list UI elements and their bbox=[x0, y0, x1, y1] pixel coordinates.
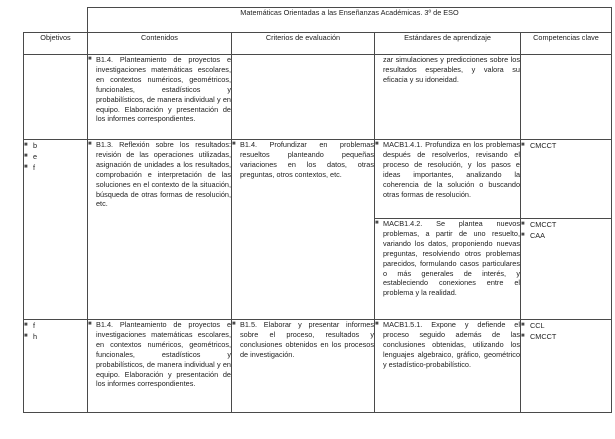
competencia-code: CMCCT bbox=[530, 332, 557, 341]
bullet-icon: ■ bbox=[24, 142, 28, 148]
estandar-text: MACB1.4.1. Profundiza en los problemas después de resolverlos, revisando el proceso de resolución, y los pasos e ideas importantes, analizando la coherencia de la solución o buscando otras formas de resolución. bbox=[383, 140, 520, 199]
bullet-icon: ■ bbox=[375, 321, 379, 327]
competencia-code: CCL bbox=[530, 321, 545, 330]
list-item bbox=[88, 140, 231, 209]
criterios-cell bbox=[232, 320, 375, 413]
estandar-text: zar simulaciones y predicciones sobre los resultados esperables, y valora su eficacia y su idoneidad. bbox=[383, 55, 520, 84]
table-row bbox=[24, 140, 612, 219]
list-item bbox=[375, 320, 520, 370]
curriculum-table bbox=[23, 7, 612, 413]
objetivo-code: e bbox=[33, 152, 38, 162]
bullet-icon: ■ bbox=[375, 220, 379, 226]
bullet-icon: ■ bbox=[521, 142, 525, 148]
competencias-cell bbox=[521, 219, 612, 320]
blank-corner-cell bbox=[24, 8, 88, 33]
title-row bbox=[24, 8, 612, 33]
header-objetivos: Objetivos bbox=[24, 33, 88, 55]
objetivos-cell bbox=[24, 140, 88, 320]
bullet-icon: ■ bbox=[24, 322, 28, 328]
estandares-cell bbox=[375, 140, 521, 219]
estandar-text: MACB1.4.2. Se plantea nuevos problemas, a partir de uno resuelto, variando los datos, proponiendo nuevas preguntas, resolviendo otros problemas parecidos, formulando casos particulares o más generales de interés, y estableciendo conexiones entre el problema y la realidad. bbox=[383, 219, 520, 298]
list-item bbox=[521, 230, 611, 241]
contenido-text: B1.3. Reflexión sobre los resultados: revisión de las operaciones utilizadas, asignación de unidades a los resultados, comprobación e interpretación de las soluciones en el contexto de la situación, búsqueda de otras formas de resolución, etc. bbox=[96, 140, 231, 209]
bullet-icon: ■ bbox=[521, 232, 525, 238]
list-item bbox=[232, 140, 374, 180]
objetivo-code: f bbox=[33, 321, 36, 330]
bullet-icon: ■ bbox=[521, 221, 525, 227]
bullet-icon: ■ bbox=[375, 141, 379, 147]
bullet-icon: ■ bbox=[521, 322, 525, 328]
list-item bbox=[521, 320, 611, 331]
header-contenidos: Contenidos bbox=[88, 33, 232, 55]
header-competencias: Competencias clave bbox=[521, 33, 612, 55]
list-item bbox=[88, 55, 231, 124]
objetivos-cell bbox=[24, 320, 88, 413]
list-item bbox=[375, 55, 520, 85]
contenidos-cell bbox=[88, 55, 232, 140]
estandares-cell bbox=[375, 320, 521, 413]
list-item bbox=[24, 320, 87, 331]
bullet-icon: ■ bbox=[24, 164, 28, 171]
criterios-cell bbox=[232, 55, 375, 140]
list-item bbox=[375, 219, 520, 298]
table-row bbox=[24, 55, 612, 140]
table-row bbox=[24, 320, 612, 413]
header-row bbox=[24, 33, 612, 55]
list-item bbox=[232, 320, 374, 360]
contenido-text: B1.4. Planteamiento de proyectos e investigaciones matemáticas escolares, en contextos numéricos, geométricos, funcionales, estadísticos y probabilísticos, de manera individual y en equipo. Elaboración y presentación de los informes correspondientes. bbox=[96, 320, 231, 389]
list-item bbox=[521, 331, 611, 342]
list-item bbox=[24, 140, 87, 151]
bullet-icon: ■ bbox=[88, 56, 92, 62]
list-item bbox=[521, 140, 611, 151]
list-item bbox=[375, 140, 520, 199]
contenidos-cell bbox=[88, 320, 232, 413]
competencia-code: CAA bbox=[530, 231, 546, 240]
list-item bbox=[88, 320, 231, 389]
objetivo-code: f bbox=[33, 163, 36, 173]
estandares-cell bbox=[375, 55, 521, 140]
bullet-icon: ■ bbox=[232, 321, 236, 327]
criterio-text: B1.5. Elaborar y presentar informes sobre el proceso, resultados y conclusiones obtenidos en los procesos de investigación. bbox=[240, 320, 374, 359]
criterios-cell bbox=[232, 140, 375, 320]
list-item bbox=[24, 331, 87, 342]
objetivos-cell bbox=[24, 55, 88, 140]
competencias-cell bbox=[521, 320, 612, 413]
bullet-icon: ■ bbox=[24, 153, 28, 160]
competencias-cell bbox=[521, 140, 612, 219]
objetivo-code: h bbox=[33, 332, 38, 342]
bullet-icon: ■ bbox=[521, 333, 525, 339]
bullet-icon: ■ bbox=[88, 141, 92, 147]
table-title: Matemáticas Orientadas a las Enseñanzas Académicas. 3º de ESO bbox=[88, 8, 612, 33]
estandares-cell bbox=[375, 219, 521, 320]
header-estandares: Estándares de aprendizaje bbox=[375, 33, 521, 55]
header-criterios: Criterios de evaluación bbox=[232, 33, 375, 55]
competencia-code: CMCCT bbox=[530, 141, 557, 150]
objetivo-code: b bbox=[33, 141, 38, 150]
list-item bbox=[24, 151, 87, 162]
estandar-text: MACB1.5.1. Expone y defiende el proceso seguido además de las conclusiones obtenidas, utilizando los lenguajes algebraico, gráfico, geométrico y estadístico-probabilístico. bbox=[383, 320, 520, 369]
criterio-text: B1.4. Profundizar en problemas resueltos planteando pequeñas variaciones en los datos, otras preguntas, otros contextos, etc. bbox=[240, 140, 374, 179]
bullet-icon: ■ bbox=[24, 333, 28, 340]
contenido-text: B1.4. Planteamiento de proyectos e investigaciones matemáticas escolares, en contextos numéricos, geométricos, funcionales, estadísticos y probabilísticos, de manera individual y en equipo. Elaboración y presentación de los informes correspondientes. bbox=[96, 55, 231, 124]
competencias-cell bbox=[521, 55, 612, 140]
bullet-icon: ■ bbox=[88, 321, 92, 327]
contenidos-cell bbox=[88, 140, 232, 320]
competencia-code: CMCCT bbox=[530, 220, 557, 229]
list-item bbox=[521, 219, 611, 230]
list-item bbox=[24, 162, 87, 173]
bullet-icon: ■ bbox=[232, 141, 236, 147]
